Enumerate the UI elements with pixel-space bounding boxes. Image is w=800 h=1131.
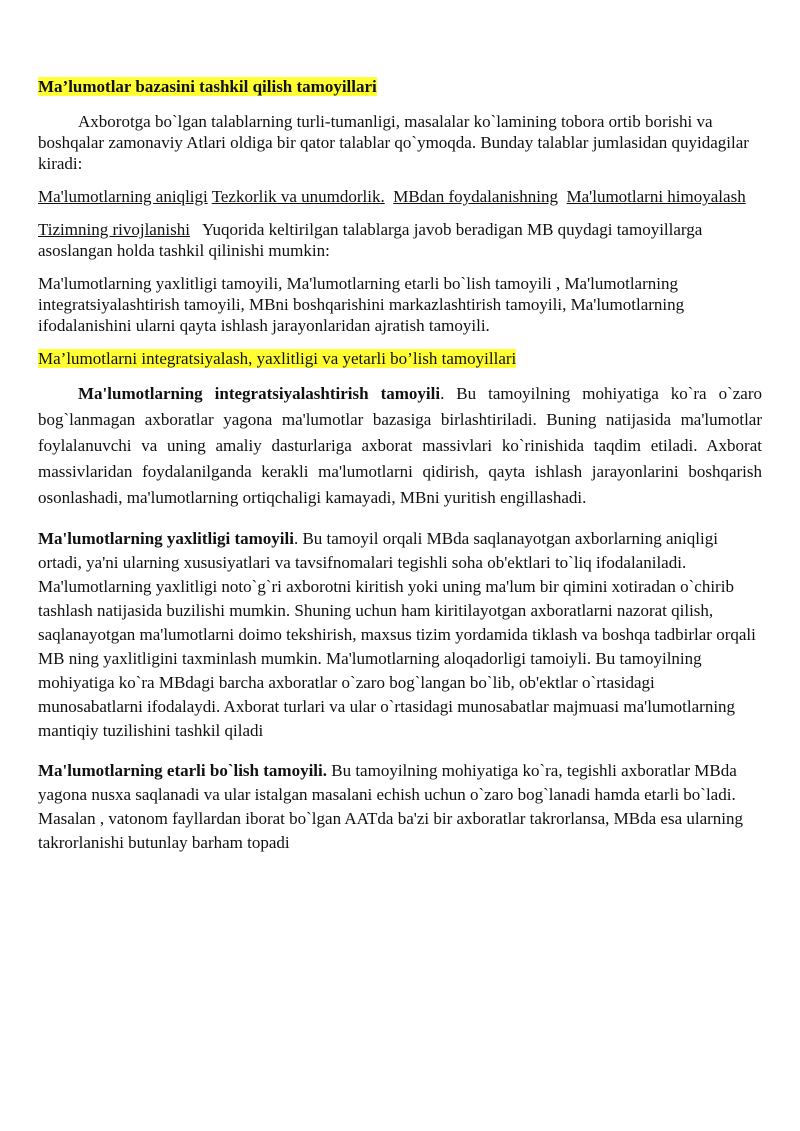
requirements-paragraph <box>38 186 762 207</box>
heading-integration <box>38 348 762 369</box>
req-tail-text: Yuqorida keltirilgan talablarga javob beradigan MB quydagi tamoyillarga asoslangan holda tashkil qilinishi mumkin: <box>38 220 703 260</box>
integrity-title: Ma'lumotlarning yaxlitligi tamoyili <box>38 529 294 548</box>
req-item-speed: Tezkorlik va unumdorlik. <box>211 187 385 206</box>
req-item-protection: Ma'lumotlarni himoyalash <box>566 187 746 206</box>
integration-text: . Bu tamoyilning mohiyatiga ko`ra o`zaro bog`lanmagan axboratlar yagona ma'lumotlar bazasiga birlashtiriladi. Buning natijasida ma'lumotlar foylalanuvchi va uning amaliy dasturlariga axborat massivlari ko`rinishida taqdim etiladi. Axborat massivlaridan foydalanilganda kerakli ma'lumotlarni qidirish, qayta ishlash jarayonlarini boshqarish osonlashadi, ma'lumotlarning ortiqchaligi kamayadi, MBni yuritish engillashadi. <box>38 384 763 507</box>
heading-principles-text: Ma’lumotlar bazasini tashkil qilish tamoyillari <box>38 77 377 96</box>
req-item-usage: MBdan foydalanishning <box>393 187 559 206</box>
integration-paragraph <box>38 381 762 511</box>
development-paragraph <box>38 219 762 261</box>
req-item-accuracy: Ma'lumotlarning aniqligi <box>38 187 208 206</box>
sufficiency-paragraph <box>38 759 762 855</box>
heading-integration-text: Ma’lumotlarni integratsiyalash, yaxlitligi va yetarli bo’lish tamoyillari <box>38 349 517 368</box>
sufficiency-text: Bu tamoyilning mohiyatiga ko`ra, tegishli axboratlar MBda yagona nusxa saqlanadi va ular istalgan masalani echish uchun o`zaro bog`lanadi hamda etarli bo`ladi. Masalan , vatonom fayllardan iborat bo`lgan AATda ba'zi bir axboratlar takrorlansa, MBda esa ularning takrorlanishi butunlay barham topadi <box>38 761 744 852</box>
heading-principles <box>38 76 762 97</box>
document-page <box>38 76 762 855</box>
req-item-development: Tizimning rivojlanishi <box>38 220 190 239</box>
intro-paragraph: Axborotga bo`lgan talablarning turli-tumanligi, masalalar ko`lamining tobora ortib borishi va boshqalar zamonaviy Atlari oldiga bir qator talablar qo`ymoqda. Bunday talablar jumlasidan quyidagilar kiradi: <box>38 112 749 173</box>
principles-list-paragraph: Ma'lumotlarning yaxlitligi tamoyili, Ma'lumotlarning etarli bo`lish tamoyili , Ma'lumotlarning integratsiyalashtirish tamoyili, MBni boshqarishini markazlashtirish tamoyili, Ma'lumotlarning ifodalanishini ularni qayta ishlash jarayonlaridan ajratish tamoyili. <box>38 274 685 335</box>
sufficiency-title: Ma'lumotlarning etarli bo`lish tamoyili. <box>38 761 327 780</box>
integrity-paragraph <box>38 527 762 743</box>
integrity-text: . Bu tamoyil orqali MBda saqlanayotgan axborlarning aniqligi ortadi, ya'ni ularning xususiyatlari va tavsifnomalari tegishli soha ob'ektlari to`liq ifodalaniladi. Ma'lumotlarning yaxlitligi noto`g`ri axborotni kiritish yoki uning ma'lum bir qimini xotiradan o`chirib tashlash natijasida buzilishi mumkin. Shuning uchun ham kiritilayotgan axboratlarni nazorat qilish, saqlanayotgan ma'lumotlarni doimo tekshirish, maxsus tizim yordamida tiklash va boshqa tadbirlar orqali MB ning yaxlitligini taxminlash mumkin. Ma'lumotlarning aloqadorligi tamoiyli. Bu tamoyilning mohiyatiga ko`ra MBdagi barcha axboratlar o`zaro bog`langan bo`lib, ob'ektlar o`rtasidagi munosabatlarni ifodalaydi. Axborat turlari va ular o`rtasidagi munosabatlar majmuasi ma'lumotlarning mantiqiy tuzilishini tashkil qiladi <box>38 529 756 740</box>
integration-title: Ma'lumotlarning integratsiyalashtirish tamoyili <box>78 384 441 403</box>
